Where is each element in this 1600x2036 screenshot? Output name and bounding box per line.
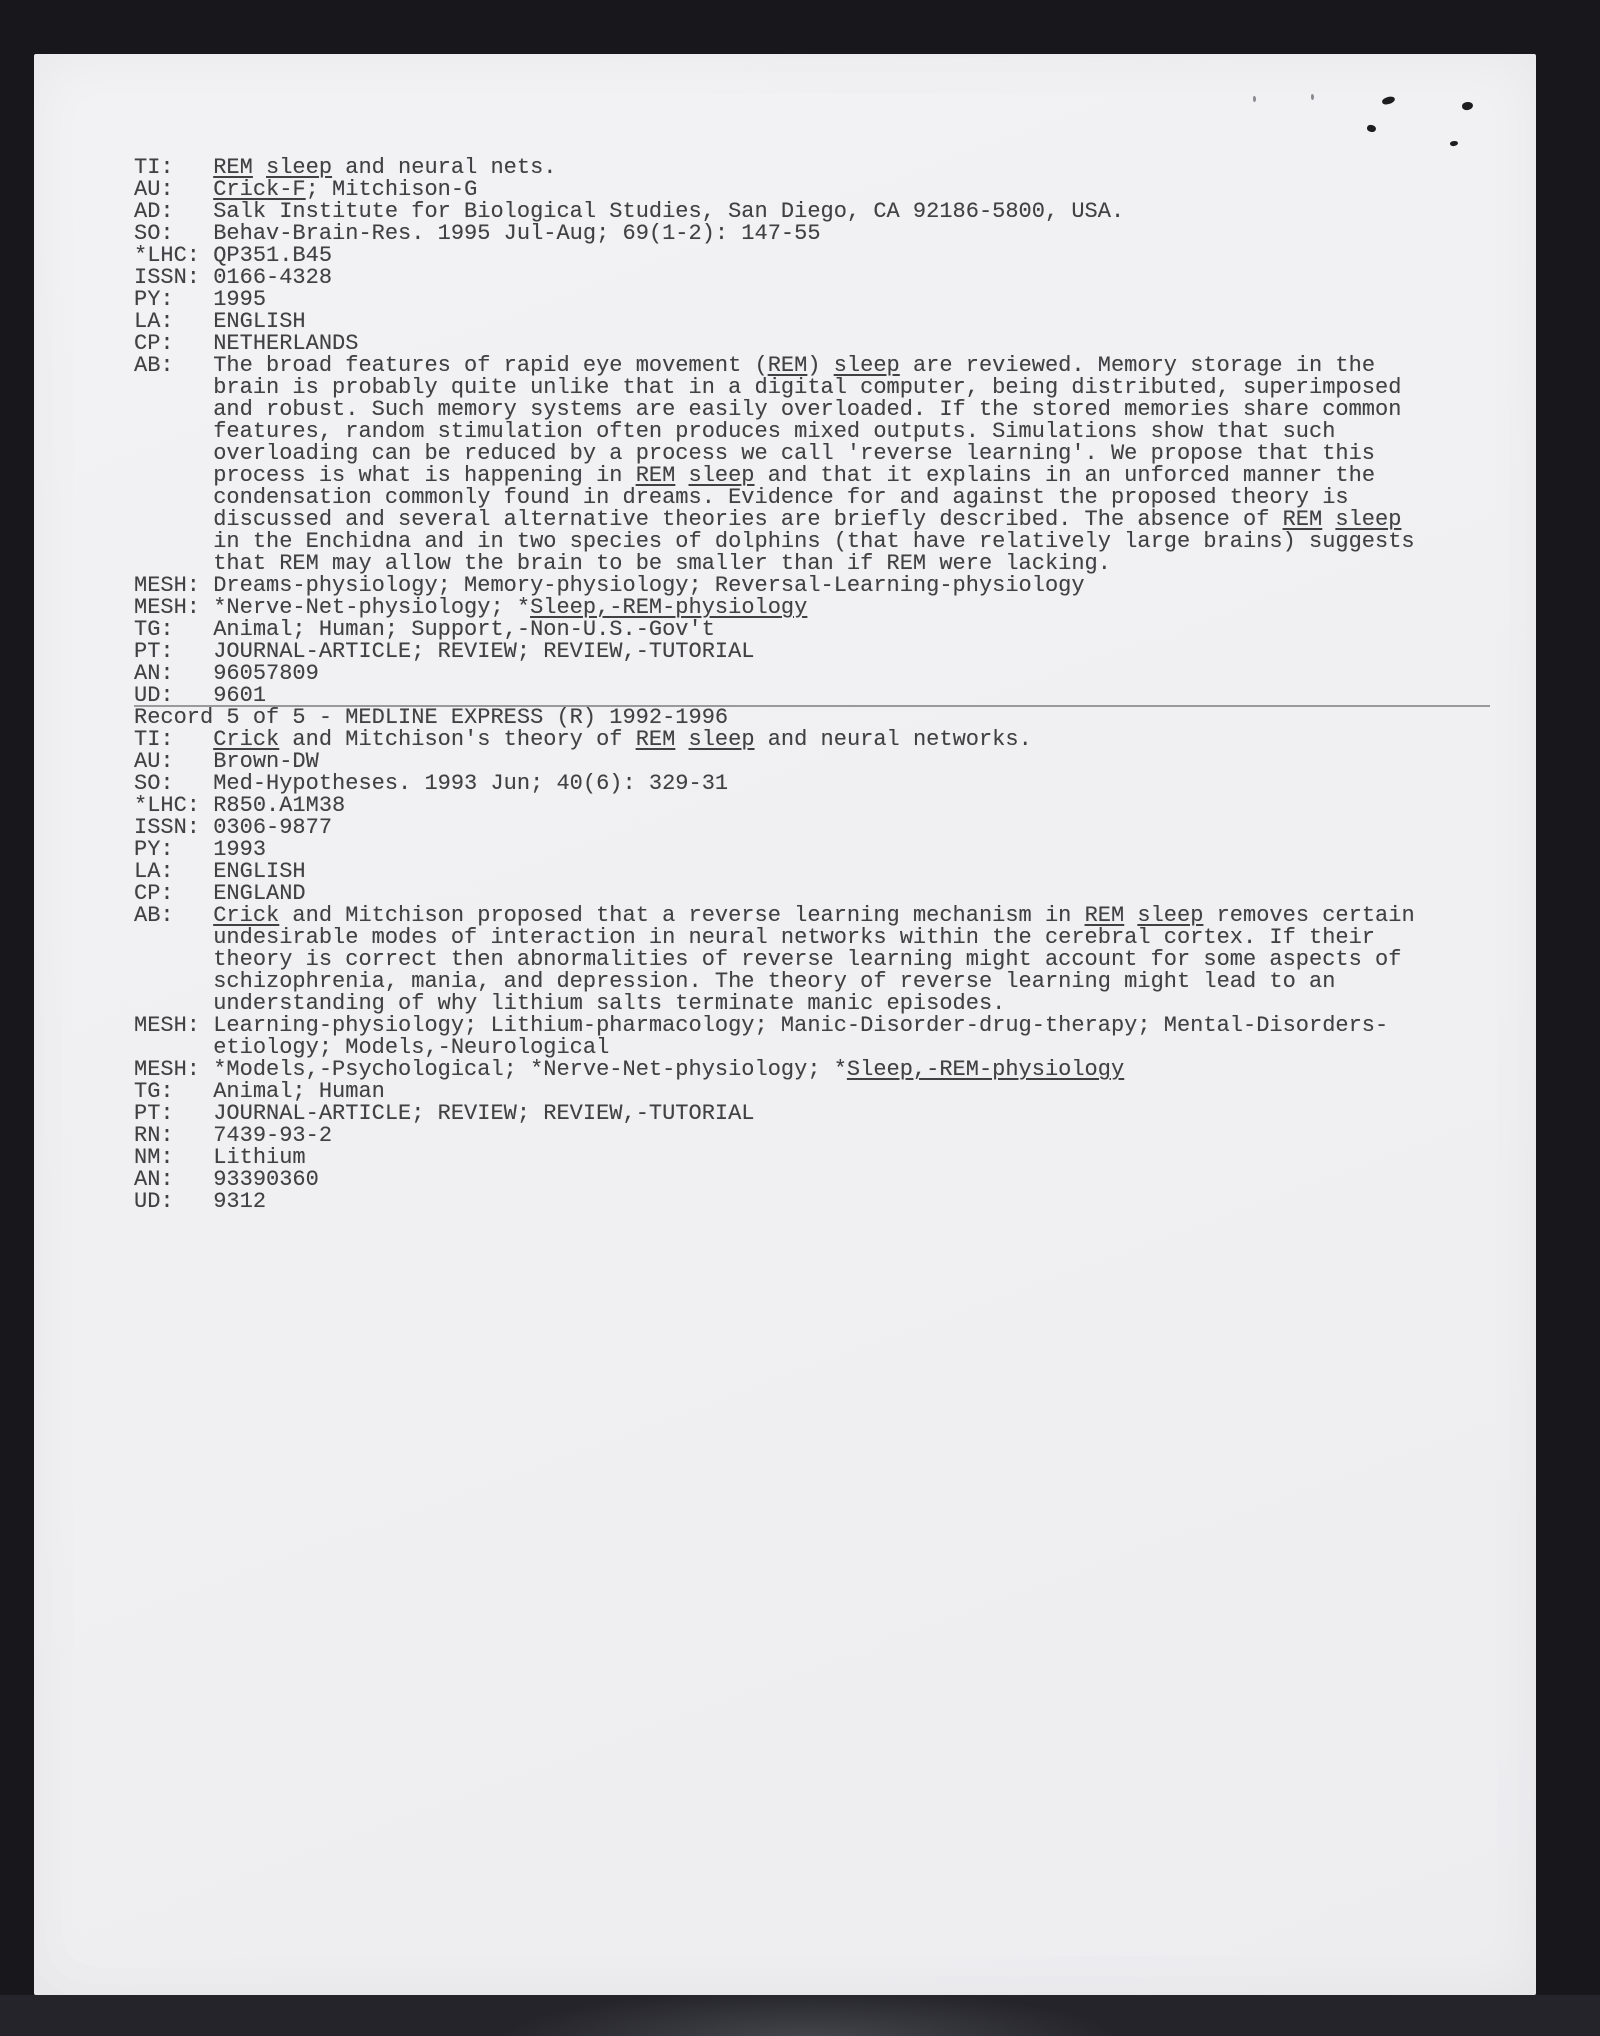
field-text: 96057809	[213, 661, 319, 686]
field-text: *Nerve-Net-physiology; *	[213, 595, 531, 620]
field-label: PT:	[134, 639, 214, 664]
record-field-line	[134, 883, 1415, 905]
field-text: discussed and several alternative theories are briefly described. The absence of	[213, 507, 1283, 532]
record-field-line	[134, 597, 1415, 619]
record-field-line	[134, 619, 1415, 641]
field-label: AB:	[134, 903, 214, 928]
record-field-line	[134, 641, 1415, 663]
field-label: UD:	[134, 683, 214, 708]
field-text: QP351.B45	[213, 243, 333, 268]
scan-speck	[1381, 95, 1396, 106]
field-text: R850.A1M38	[213, 793, 346, 818]
record-field-line	[134, 685, 1415, 707]
field-text: removes certain	[1203, 903, 1415, 928]
record-field-line	[134, 1015, 1415, 1037]
field-label: NM:	[134, 1145, 214, 1170]
field-text: ; Mitchison-G	[305, 177, 478, 202]
record-field-line	[134, 861, 1415, 883]
record-field-line	[134, 839, 1415, 861]
record-field-line	[134, 817, 1415, 839]
field-text: schizophrenia, mania, and depression. The theory of reverse learning might lead to an	[213, 969, 1336, 994]
field-label: LA:	[134, 859, 214, 884]
field-label: AU:	[134, 749, 214, 774]
field-label: ISSN:	[134, 265, 214, 290]
medline-records	[134, 157, 1415, 1213]
field-text: ENGLISH	[213, 859, 306, 884]
field-label: TG:	[134, 1079, 214, 1104]
field-label: AN:	[134, 661, 214, 686]
field-label: AB:	[134, 353, 214, 378]
underlined-term: Sleep,-REM-physiology	[530, 595, 808, 620]
record-field-line	[134, 465, 1415, 487]
record-field-line	[134, 245, 1415, 267]
record-field-line	[134, 399, 1415, 421]
field-label: TG:	[134, 617, 214, 642]
field-label: TI:	[134, 727, 214, 752]
field-text: *Models,-Psychological; *Nerve-Net-physiology; *	[213, 1057, 847, 1082]
underlined-term: Sleep,-REM-physiology	[846, 1057, 1125, 1082]
field-text: Learning-physiology; Lithium-pharmacology; Manic-Disorder-drug-therapy; Mental-Disorders-	[213, 1013, 1389, 1038]
record-field-line	[134, 729, 1415, 751]
field-text: Brown-DW	[213, 749, 319, 774]
field-text: Record 5 of 5 - MEDLINE EXPRESS (R) 1992-1996	[134, 705, 729, 730]
field-text: 9601	[213, 683, 267, 708]
record-field-line	[134, 333, 1415, 355]
field-text: NETHERLANDS	[213, 331, 359, 356]
field-text: and neural nets.	[332, 155, 557, 180]
scan-speck	[1311, 94, 1314, 100]
medline-record-5	[134, 707, 1415, 1213]
record-field-line	[134, 905, 1415, 927]
field-text: 0166-4328	[213, 265, 333, 290]
field-label: RN:	[134, 1123, 214, 1148]
underlined-term: REM	[1282, 507, 1323, 532]
underlined-term: Crick	[213, 903, 280, 928]
record-field-line	[134, 377, 1415, 399]
record-field-line	[134, 267, 1415, 289]
record-field-line	[134, 1059, 1415, 1081]
record-field-line	[134, 157, 1415, 179]
field-text: etiology; Models,-Neurological	[213, 1035, 610, 1060]
scan-speck	[1367, 124, 1377, 132]
record-field-line	[134, 927, 1415, 949]
underlined-term: REM	[767, 353, 808, 378]
field-text: and neural networks.	[754, 727, 1032, 752]
field-text: brain is probably quite unlike that in a digital computer, being distributed, superimposed	[213, 375, 1402, 400]
record-field-line	[134, 443, 1415, 465]
field-text: 7439-93-2	[213, 1123, 333, 1148]
field-text: JOURNAL-ARTICLE; REVIEW; REVIEW,-TUTORIAL	[213, 1101, 755, 1126]
field-label: MESH:	[134, 1013, 214, 1038]
record-field-line	[134, 795, 1415, 817]
field-text: in the Enchidna and in two species of dolphins (that have relatively large brains) suggests	[213, 529, 1415, 554]
field-label: AN:	[134, 1167, 214, 1192]
field-text: that REM may allow the brain to be smaller than if REM were lacking.	[213, 551, 1111, 576]
scan-speck	[1450, 140, 1459, 146]
field-label: AU:	[134, 177, 214, 202]
record-header	[134, 707, 1415, 729]
record-field-line	[134, 1081, 1415, 1103]
field-label: ISSN:	[134, 815, 214, 840]
scan-speck	[1461, 101, 1473, 111]
scan-speck	[1253, 96, 1256, 102]
field-text: features, random stimulation often produces mixed outputs. Simulations show that such	[213, 419, 1336, 444]
underlined-term: REM	[635, 463, 676, 488]
record-field-line	[134, 1037, 1415, 1059]
scanner-bed-background	[0, 1995, 1600, 2036]
field-text: Behav-Brain-Res. 1995 Jul-Aug; 69(1-2): 147-55	[213, 221, 821, 246]
field-text: 9312	[213, 1189, 267, 1214]
underlined-term: REM	[635, 727, 676, 752]
record-field-line	[134, 223, 1415, 245]
field-text: ENGLAND	[213, 881, 306, 906]
field-text: 93390360	[213, 1167, 319, 1192]
field-label: SO:	[134, 221, 214, 246]
field-text: and robust. Such memory systems are easily overloaded. If the stored memories share common	[213, 397, 1402, 422]
record-field-line	[134, 1147, 1415, 1169]
record-field-line	[134, 311, 1415, 333]
field-text: Animal; Human	[213, 1079, 385, 1104]
record-field-line	[134, 1191, 1415, 1213]
field-text: and that it explains in an unforced manner the	[754, 463, 1376, 488]
field-text: )	[807, 353, 834, 378]
field-text: Lithium	[213, 1145, 306, 1170]
record-field-line	[134, 421, 1415, 443]
field-text: ENGLISH	[213, 309, 306, 334]
underlined-term: REM	[1084, 903, 1125, 928]
record-field-line	[134, 289, 1415, 311]
field-text: Dreams-physiology; Memory-physiology; Reversal-Learning-physiology	[213, 573, 1085, 598]
record-field-line	[134, 949, 1415, 971]
record-field-line	[134, 179, 1415, 201]
scanned-paper-page	[34, 54, 1536, 1995]
field-text: understanding of why lithium salts terminate manic episodes.	[213, 991, 1006, 1016]
field-label: *LHC:	[134, 243, 214, 268]
record-field-line	[134, 1125, 1415, 1147]
field-text: 1993	[213, 837, 267, 862]
field-label: TI:	[134, 155, 214, 180]
underlined-term: sleep	[833, 353, 900, 378]
field-text: undesirable modes of interaction in neural networks within the cerebral cortex. If their	[213, 925, 1376, 950]
record-field-line	[134, 531, 1415, 553]
field-text: theory is correct then abnormalities of reverse learning might account for some aspects of	[213, 947, 1402, 972]
underlined-term: Crick	[213, 727, 280, 752]
field-text: are reviewed. Memory storage in the	[899, 353, 1376, 378]
underlined-term: sleep	[1137, 903, 1204, 928]
underlined-term: sleep	[688, 463, 755, 488]
field-text	[675, 727, 688, 752]
record-field-line	[134, 1103, 1415, 1125]
record-field-line	[134, 663, 1415, 685]
underlined-term: sleep	[266, 155, 333, 180]
field-label: AD:	[134, 199, 214, 224]
field-text: JOURNAL-ARTICLE; REVIEW; REVIEW,-TUTORIAL	[213, 639, 755, 664]
record-field-line	[134, 971, 1415, 993]
field-text: condensation commonly found in dreams. Evidence for and against the proposed theory is	[213, 485, 1349, 510]
field-label: MESH:	[134, 1057, 214, 1082]
record-field-line	[134, 751, 1415, 773]
medline-record-4	[134, 157, 1415, 707]
record-field-line	[134, 993, 1415, 1015]
field-label: UD:	[134, 1189, 214, 1214]
record-field-line	[134, 355, 1415, 377]
field-label: PY:	[134, 287, 214, 312]
field-label: MESH:	[134, 573, 214, 598]
field-label: *LHC:	[134, 793, 214, 818]
field-label: SO:	[134, 771, 214, 796]
record-field-line	[134, 773, 1415, 795]
record-field-line	[134, 553, 1415, 575]
underlined-term: sleep	[1335, 507, 1402, 532]
field-label: PY:	[134, 837, 214, 862]
record-field-line	[134, 1169, 1415, 1191]
field-text: and Mitchison proposed that a reverse learning mechanism in	[279, 903, 1085, 928]
underlined-term: sleep	[688, 727, 755, 752]
underlined-term: REM	[213, 155, 253, 180]
field-text: 0306-9877	[213, 815, 333, 840]
record-field-line	[134, 575, 1415, 597]
field-text: The broad features of rapid eye movement (	[213, 353, 768, 378]
field-text: overloading can be reduced by a process we call 'reverse learning'. We propose that this	[213, 441, 1376, 466]
record-field-line	[134, 487, 1415, 509]
field-label: PT:	[134, 1101, 214, 1126]
field-text: Salk Institute for Biological Studies, San Diego, CA 92186-5800, USA.	[213, 199, 1125, 224]
field-label: MESH:	[134, 595, 214, 620]
field-label: CP:	[134, 331, 214, 356]
field-text: process is what is happening in	[213, 463, 636, 488]
field-label: CP:	[134, 881, 214, 906]
underlined-term: Crick-F	[213, 177, 306, 202]
field-text: and Mitchison's theory of	[279, 727, 636, 752]
field-text: 1995	[213, 287, 267, 312]
field-label: LA:	[134, 309, 214, 334]
record-field-line	[134, 201, 1415, 223]
field-text: Animal; Human; Support,-Non-U.S.-Gov't	[213, 617, 715, 642]
field-text: Med-Hypotheses. 1993 Jun; 40(6): 329-31	[213, 771, 729, 796]
record-field-line	[134, 509, 1415, 531]
